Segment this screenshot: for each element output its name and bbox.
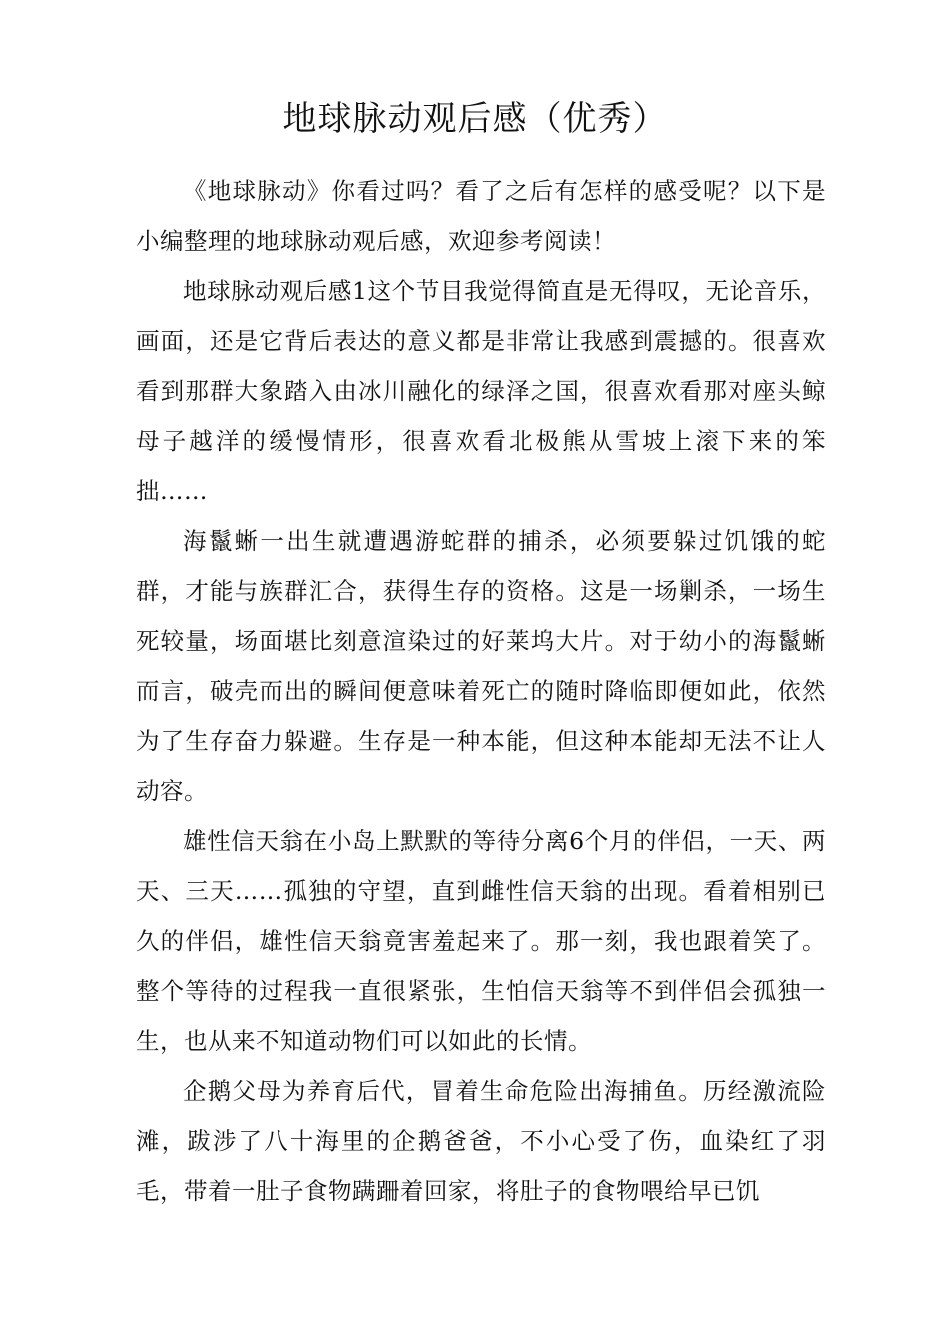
document-body <box>136 166 826 1216</box>
paragraph-intro: 《地球脉动》你看过吗？看了之后有怎样的感受呢？以下是小编整理的地球脉动观后感，欢迎参考阅读！ <box>136 177 826 255</box>
paragraph-review-1: 地球脉动观后感1这个节目我觉得简直是无得叹，无论音乐，画面，还是它背后表达的意义都是非常让我感到震撼的。很喜欢看到那群大象踏入由冰川融化的绿泽之国，很喜欢看那对座头鲸母子越洋的缓慢情形，很喜欢看北极熊从雪坡上滚下来的笨拙…… <box>136 277 826 505</box>
paragraph-marine-iguana: 海鬣蜥一出生就遭遇游蛇群的捕杀，必须要躲过饥饿的蛇群，才能与族群汇合，获得生存的资格。这是一场剿杀，一场生死较量，场面堪比刻意渲染过的好莱坞大片。对于幼小的海鬣蜥而言，破壳而出的瞬间便意味着死亡的随时降临即便如此，依然为了生存奋力躲避。生存是一种本能，但这种本能却无法不让人动容。 <box>136 527 826 805</box>
paragraph-penguin: 企鹅父母为养育后代，冒着生命危险出海捕鱼。历经激流险滩，跋涉了八十海里的企鹅爸爸，不小心受了伤，血染红了羽毛，带着一肚子食物蹒跚着回家，将肚子的食物喂给早已饥 <box>136 1077 826 1205</box>
paragraph-albatross: 雄性信天翁在小岛上默默的等待分离6个月的伴侣，一天、两天、三天……孤独的守望，直到雌性信天翁的出现。看着相别已久的伴侣，雄性信天翁竟害羞起来了。那一刻，我也跟着笑了。整个等待的过程我一直很紧张，生怕信天翁等不到伴侣会孤独一生，也从来不知道动物们可以如此的长情。 <box>136 827 826 1055</box>
document-title: 地球脉动观后感（优秀） <box>282 99 668 139</box>
